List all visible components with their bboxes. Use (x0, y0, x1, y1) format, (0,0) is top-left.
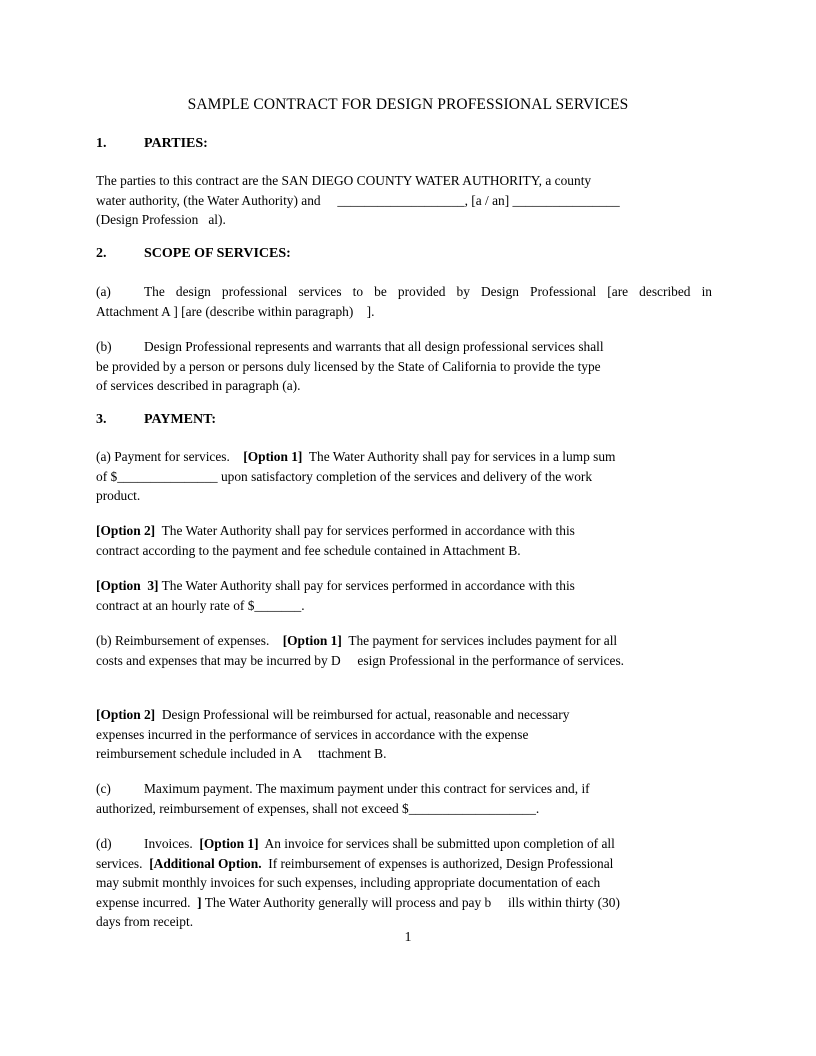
scope-b-line-3: of services described in paragraph (a). (96, 378, 301, 393)
payment-b-line-2: costs and expenses that may be incurred by D esign Professional in the performance of services. (96, 652, 625, 668)
section-3-heading (96, 410, 216, 430)
payment-option-2-line-1: [Option 2] The Water Authority shall pay for services performed in accordance with this (96, 523, 575, 538)
scope-a-line-1: (a) The design professional services to be provided by Design Professional [are described in (96, 282, 712, 302)
payment-option-3-line-2: contract at an hourly rate of $_______. (96, 597, 305, 613)
option-1-label: [Option 1] (243, 449, 303, 464)
parties-line-3: (Design Profession al). (96, 212, 226, 227)
d-close-bracket: ] (197, 894, 202, 910)
payment-option-3-paragraph (96, 576, 712, 615)
section-1-number: 1. (96, 136, 107, 151)
scope-b-paragraph (96, 337, 712, 396)
page-number: 1 (404, 930, 412, 945)
payment-d-label: (d) (96, 836, 112, 851)
payment-b-paragraph (96, 631, 712, 670)
payment-c-label: (c) (96, 781, 111, 796)
scope-a-label: (a) (96, 284, 111, 299)
payment-a-line-1: (a) Payment for services. [Option 1] The Water Authority shall pay for services in a lump sum (96, 449, 616, 464)
section-2-heading (96, 244, 291, 264)
section-3-number: 3. (96, 412, 107, 427)
payment-option-3-line-1: [Option 3] The Water Authority shall pay for services performed in accordance with this (96, 578, 575, 593)
section-3-title: PAYMENT: (144, 412, 217, 427)
option-3-label: [Option 3] (96, 578, 159, 593)
payment-d-line-5: days from receipt. (96, 914, 194, 929)
section-1-title: PARTIES: (144, 136, 208, 151)
section-2-title: SCOPE OF SERVICES: (144, 246, 291, 261)
payment-b-option-2-line-1: [Option 2] Design Professional will be reimbursed for actual, reasonable and necessary (96, 707, 570, 722)
d-additional-option-label: [Additional Option. (149, 855, 262, 871)
b-option-2-label: [Option 2] (96, 707, 156, 722)
scope-a-line-2: Attachment A ] [are (describe within paragraph) ]. (96, 303, 375, 319)
payment-a-paragraph (96, 447, 712, 506)
payment-d-line-3: may submit monthly invoices for such expenses, including appropriate documentation of each (96, 875, 601, 890)
parties-line-2: water authority, (the Water Authority) and ___________________, [a / an] ________________ (96, 192, 620, 208)
payment-d-line-2: services. [Additional Option. If reimbursement of expenses is authorized, Design Professional (96, 855, 614, 871)
document-title: SAMPLE CONTRACT FOR DESIGN PROFESSIONAL SERVICES (187, 96, 629, 113)
b-option-1-label: [Option 1] (282, 633, 342, 648)
parties-line-1: The parties to this contract are the SAN DIEGO COUNTY WATER AUTHORITY, a county (96, 173, 592, 188)
d-option-1-label: [Option 1] (199, 836, 259, 851)
payment-c-line-1: (c) Maximum payment. The maximum payment under this contract for services and, if (96, 779, 712, 799)
payment-d-line-4: expense incurred. ] The Water Authority generally will process and pay b ills within thirty (30) (96, 894, 620, 910)
scope-b-line-1: (b) Design Professional represents and warrants that all design professional services shall (96, 337, 712, 357)
payment-c-line-2: authorized, reimbursement of expenses, shall not exceed $___________________. (96, 800, 540, 816)
payment-d-line-1: (d) Invoices. [Option 1] An invoice for services shall be submitted upon completion of all (96, 834, 712, 854)
scope-b-line-2: be provided by a person or persons duly licensed by the State of California to provide the type (96, 358, 601, 374)
payment-c-paragraph (96, 779, 712, 818)
parties-paragraph (96, 171, 712, 230)
scope-b-label: (b) (96, 339, 112, 354)
payment-b-line-1: (b) Reimbursement of expenses. [Option 1] The payment for services includes payment for all (96, 633, 618, 648)
scope-a-paragraph (96, 282, 712, 321)
section-2-number: 2. (96, 246, 107, 261)
payment-option-2-paragraph (96, 521, 712, 560)
payment-b-option-2-paragraph (96, 705, 712, 764)
payment-option-2-line-2: contract according to the payment and fee schedule contained in Attachment B. (96, 542, 521, 558)
section-1-heading (96, 134, 208, 154)
payment-b-option-2-line-2: expenses incurred in the performance of services in accordance with the expense (96, 726, 529, 742)
payment-a-line-2: of $_______________ upon satisfactory completion of the services and delivery of the work (96, 468, 593, 484)
payment-d-paragraph (96, 834, 712, 932)
option-2-label: [Option 2] (96, 523, 156, 538)
payment-a-line-3: product. (96, 488, 141, 503)
payment-b-option-2-line-3: reimbursement schedule included in A ttachment B. (96, 746, 387, 761)
